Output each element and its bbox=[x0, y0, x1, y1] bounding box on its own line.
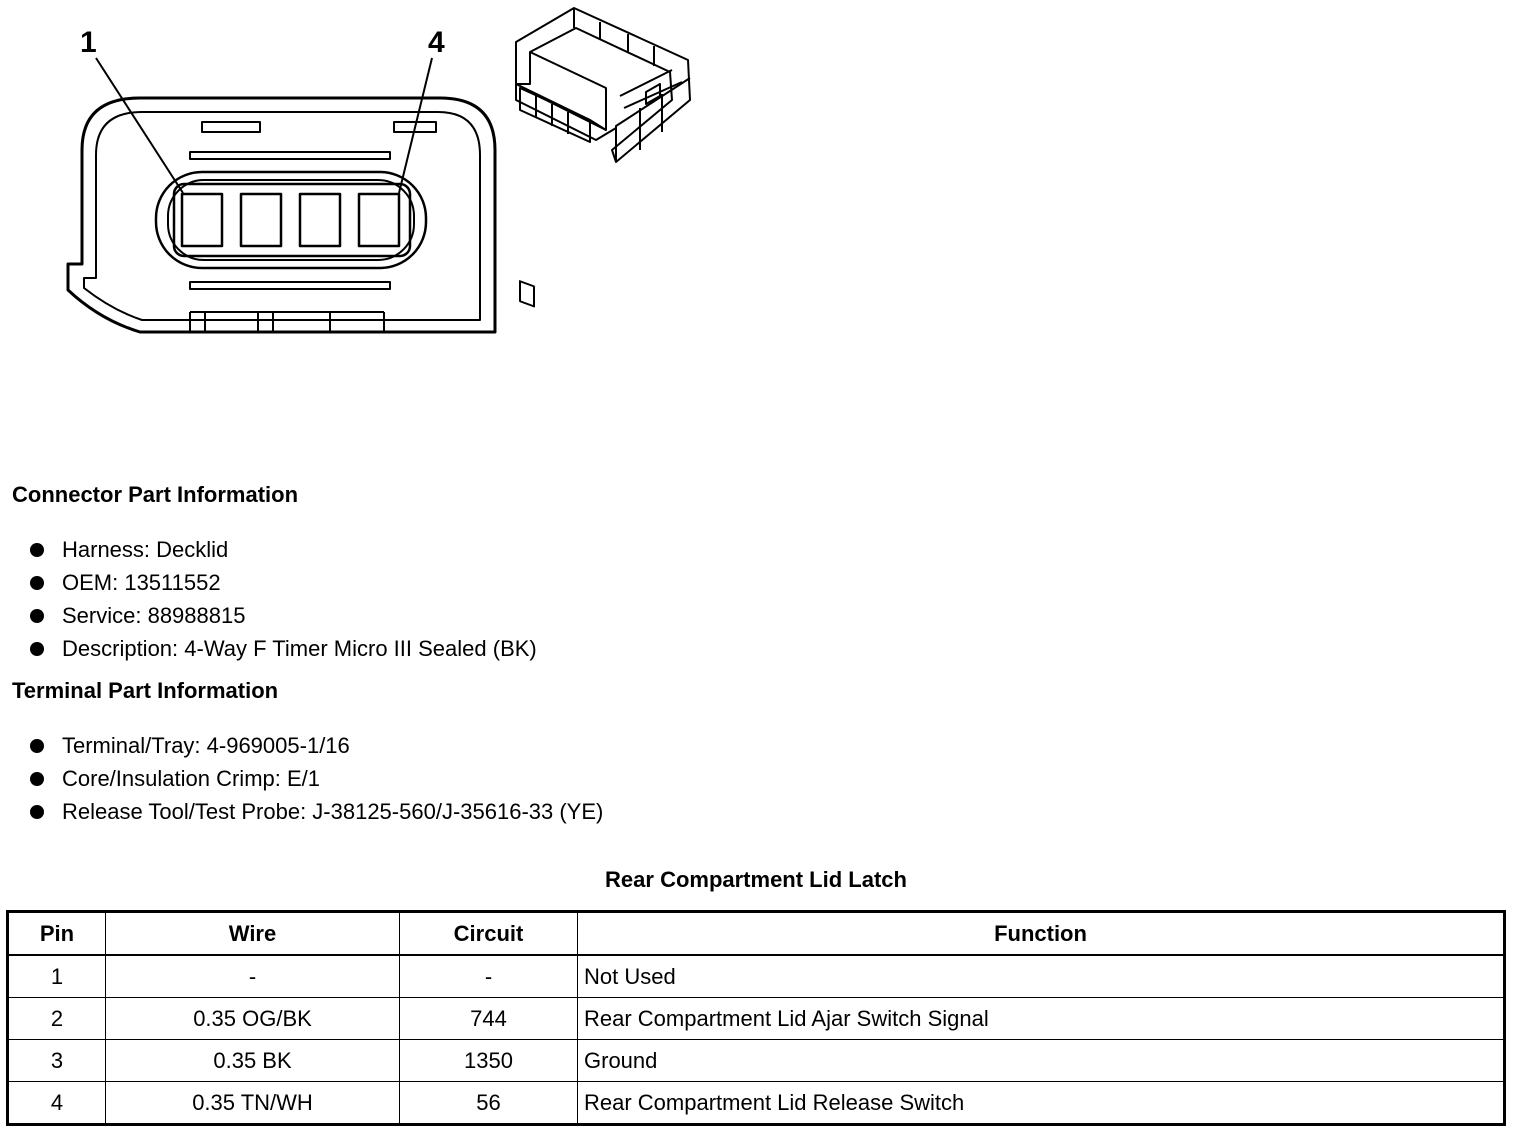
cell-pin: 4 bbox=[8, 1082, 106, 1125]
pin-label-4: 4 bbox=[428, 26, 445, 59]
cell-pin: 2 bbox=[8, 998, 106, 1040]
table-header-row bbox=[8, 912, 1505, 956]
header-pin: Pin bbox=[8, 912, 106, 956]
connector-diagram bbox=[0, 0, 720, 360]
list-item: Release Tool/Test Probe: J-38125-560/J-35616-33 (YE) bbox=[30, 795, 603, 828]
pin-label-1: 1 bbox=[80, 26, 97, 59]
bullet-icon bbox=[30, 609, 44, 623]
rib-bottom bbox=[190, 282, 390, 289]
cavity-1 bbox=[182, 194, 222, 246]
cell-pin: 3 bbox=[8, 1040, 106, 1082]
bullet-icon bbox=[30, 739, 44, 753]
list-item: Harness: Decklid bbox=[30, 533, 537, 566]
list-item: Service: 88988815 bbox=[30, 599, 537, 632]
cavity-4 bbox=[359, 194, 399, 246]
cell-function: Not Used bbox=[578, 955, 1505, 998]
seal-ring-inner bbox=[168, 180, 414, 260]
cell-wire: - bbox=[106, 955, 400, 998]
leader-pin-1 bbox=[96, 58, 183, 193]
header-circuit: Circuit bbox=[400, 912, 578, 956]
bullet-icon bbox=[30, 772, 44, 786]
bullet-icon bbox=[30, 543, 44, 557]
connector-info-title: Connector Part Information bbox=[12, 482, 299, 507]
cell-wire: 0.35 OG/BK bbox=[106, 998, 400, 1040]
leader-pin-4 bbox=[399, 58, 432, 193]
latch-tab-left bbox=[202, 122, 260, 132]
terminal-info-title: Terminal Part Information bbox=[12, 678, 279, 703]
cell-wire: 0.35 BK bbox=[106, 1040, 400, 1082]
connector-info-list bbox=[30, 533, 537, 665]
terminal-info-list bbox=[30, 729, 603, 828]
cell-circuit: 744 bbox=[400, 998, 578, 1040]
table-row bbox=[8, 1082, 1505, 1125]
header-wire: Wire bbox=[106, 912, 400, 956]
bullet-icon bbox=[30, 805, 44, 819]
pinout-table bbox=[6, 910, 1506, 1126]
rib-top bbox=[190, 152, 390, 159]
cell-function: Rear Compartment Lid Release Switch bbox=[578, 1082, 1505, 1125]
list-item: Description: 4-Way F Timer Micro III Sealed (BK) bbox=[30, 632, 537, 665]
table-title: Rear Compartment Lid Latch bbox=[605, 867, 907, 892]
cell-function: Ground bbox=[578, 1040, 1505, 1082]
bullet-icon bbox=[30, 576, 44, 590]
cell-wire: 0.35 TN/WH bbox=[106, 1082, 400, 1125]
table-row bbox=[8, 1040, 1505, 1082]
connector-face-view bbox=[68, 58, 495, 332]
table-row bbox=[8, 998, 1505, 1040]
list-item: Terminal/Tray: 4-969005-1/16 bbox=[30, 729, 603, 762]
cell-circuit: - bbox=[400, 955, 578, 998]
table-row bbox=[8, 955, 1505, 998]
cell-function: Rear Compartment Lid Ajar Switch Signal bbox=[578, 998, 1505, 1040]
seal-ring-outer bbox=[156, 172, 426, 268]
list-item: Core/Insulation Crimp: E/1 bbox=[30, 762, 603, 795]
cavity-3 bbox=[300, 194, 340, 246]
cell-circuit: 56 bbox=[400, 1082, 578, 1125]
header-function: Function bbox=[578, 912, 1505, 956]
connector-3d-view bbox=[516, 8, 690, 306]
cavity-2 bbox=[241, 194, 281, 246]
bullet-icon bbox=[30, 642, 44, 656]
cell-pin: 1 bbox=[8, 955, 106, 998]
cell-circuit: 1350 bbox=[400, 1040, 578, 1082]
list-item: OEM: 13511552 bbox=[30, 566, 537, 599]
